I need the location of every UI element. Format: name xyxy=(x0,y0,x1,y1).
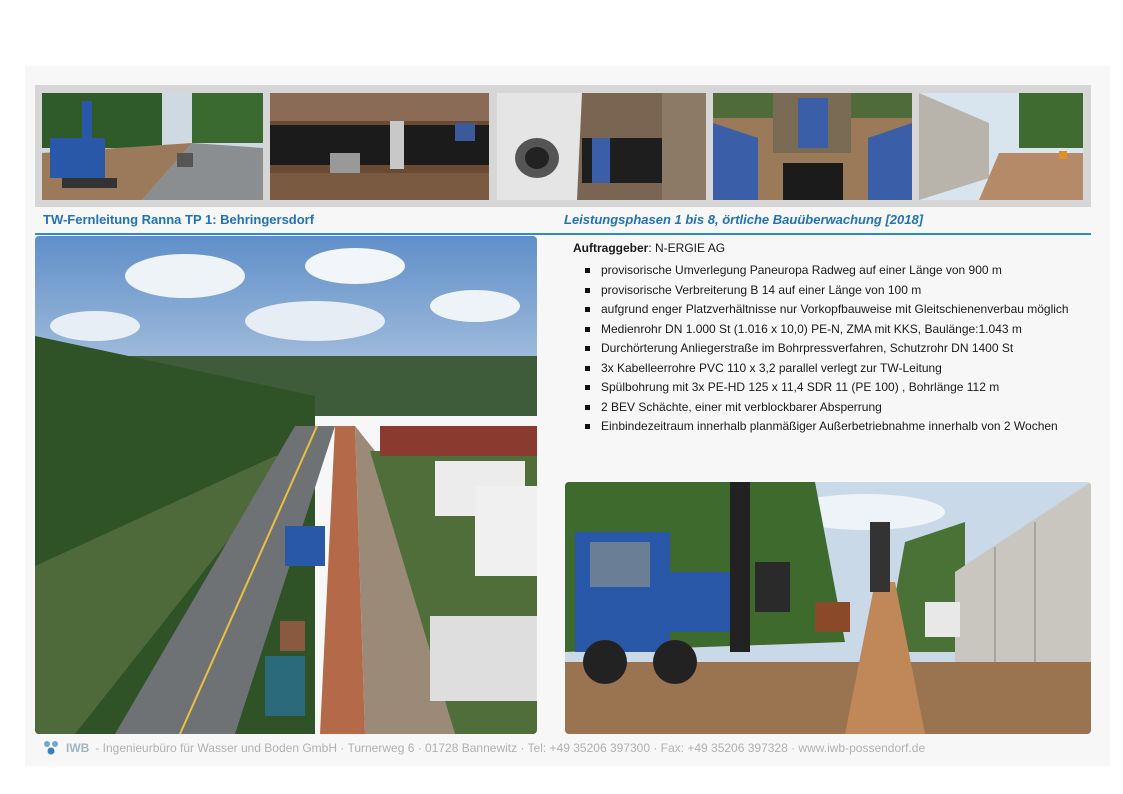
footer-brand: IWB xyxy=(66,741,90,755)
thumb-trench-shoring xyxy=(713,93,912,200)
bullet-icon xyxy=(585,424,590,429)
scope-list xyxy=(573,261,1083,437)
thumb-excavator-road xyxy=(42,93,263,200)
drilling-rig-photo xyxy=(565,482,1091,734)
bullet-icon xyxy=(585,366,590,371)
footer-contact: - Ingenieurbüro für Wasser und Boden GmbH · Turnerweg 6 · 01728 Bannewitz · Tel: +49 35206 397300 · Fax: +49 35206 397328 · www.iwb-possendorf.de xyxy=(95,741,926,755)
project-title: TW-Fernleitung Ranna TP 1: Behringersdorf xyxy=(43,212,315,227)
thumb-noise-wall xyxy=(919,93,1083,200)
bullet-icon xyxy=(585,385,590,390)
list-item: Einbindezeitraum innerhalb planmäßiger Außerbetriebnahme innerhalb von 2 Wochen xyxy=(573,417,1083,437)
phase-title: Leistungsphasen 1 bis 8, örtliche Bauüberwachung [2018] xyxy=(564,212,924,227)
client-name: : N-ERGIE AG xyxy=(648,241,726,255)
project-details xyxy=(573,241,1083,437)
list-item: provisorische Umverlegung Paneuropa Radweg auf einer Länge von 900 m xyxy=(573,261,1083,281)
list-item: provisorische Verbreiterung B 14 auf einer Länge von 100 m xyxy=(573,281,1083,301)
bullet-icon xyxy=(585,288,590,293)
thumb-pipe-weld xyxy=(270,93,489,200)
thumb-valve-shaft xyxy=(497,93,706,200)
bullet-icon xyxy=(585,327,590,332)
list-item: Medienrohr DN 1.000 St (1.016 x 10,0) PE-N, ZMA mit KKS, Baulänge:1.043 m xyxy=(573,320,1083,340)
list-item: 3x Kabelleerrohre PVC 110 x 3,2 parallel verlegt zur TW-Leitung xyxy=(573,359,1083,379)
bullet-icon xyxy=(585,268,590,273)
list-item: Spülbohrung mit 3x PE-HD 125 x 11,4 SDR 11 (PE 100) , Bohrlänge 112 m xyxy=(573,378,1083,398)
client-label: Auftraggeber xyxy=(573,241,649,255)
bullet-icon xyxy=(585,405,590,410)
title-divider xyxy=(35,233,1091,235)
bullet-icon xyxy=(585,307,590,312)
aerial-construction-photo xyxy=(35,236,537,734)
list-item: aufgrund enger Platzverhältnisse nur Vorkopfbauweise mit Gleitschienenverbau möglich xyxy=(573,300,1083,320)
page-footer xyxy=(42,740,1092,756)
list-item: Durchörterung Anliegerstraße im Bohrpressverfahren, Schutzrohr DN 1400 St xyxy=(573,339,1083,359)
list-item: 2 BEV Schächte, einer mit verblockbarer Absperrung xyxy=(573,398,1083,418)
iwb-logo-icon xyxy=(42,740,60,756)
client-line xyxy=(573,241,1083,255)
bullet-icon xyxy=(585,346,590,351)
